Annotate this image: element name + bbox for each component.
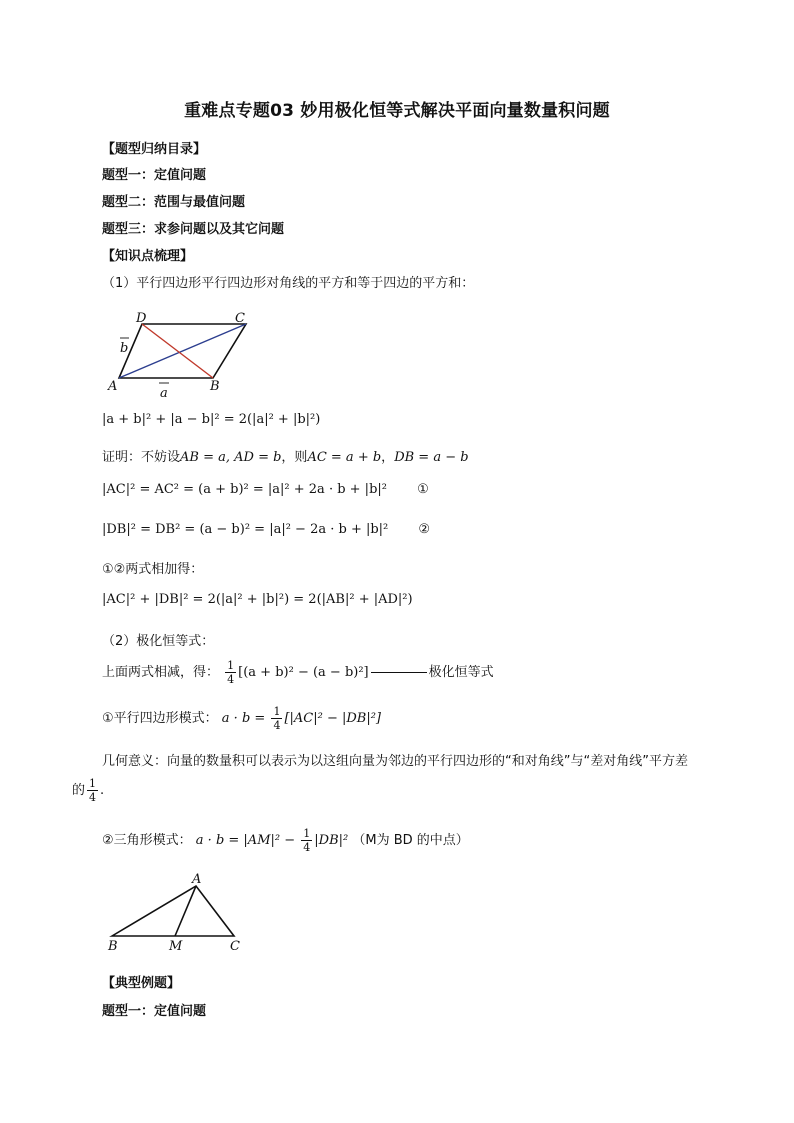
equation-1 [102,482,429,497]
label-d: D [136,311,147,326]
sum-equation: |AC|² + |DB|² = 2(|a|² + |b|²) = 2(|AB|² + |AD|²) [102,592,413,607]
mode-1-rhs: [|AC|² − |DB|²] [284,711,381,726]
polarization-line [102,660,494,685]
parallelogram-figure [102,310,272,400]
mode-2-line [102,828,469,853]
toc-item-2: 题型二：范围与最值问题 [102,195,246,210]
label-b: B [108,939,118,954]
equation-2 [102,522,430,537]
proof-sep: ， [381,450,395,465]
mode-2-label: ②三角形模式： [102,833,192,848]
one-quarter-fraction: $\frac{1}{4}$ [227,659,235,686]
knowledge-point-1: （1）平行四边形平行四边形对角线的平方和等于四边的平方和： [102,276,475,291]
triangle-figure [102,870,262,960]
label-b: B [210,379,220,394]
label-a: A [192,872,202,887]
median-am [175,886,196,936]
knowledge-heading: 【知识点梳理】 [102,249,194,264]
label-c: C [235,311,245,326]
proof-assign: AB = a, AD = b [180,450,282,465]
proof-then: ，则 [281,450,308,465]
polar-label: 极化恒等式 [428,665,494,680]
examples-type-1: 题型一：定值问题 [102,1004,207,1019]
proof-ac: AC = a + b [307,450,382,465]
knowledge-point-2: （2）极化恒等式： [102,634,215,649]
polar-expression: [(a + b)² − (a − b)²] [238,665,369,680]
mode-2-fraction: $\frac{1}{4}$ [303,827,311,854]
proof-prefix: 证明：不妨设 [102,450,181,465]
geo-meaning-line-1: 几何意义：向量的数量积可以表示为以这组向量为邻边的平行四边形的“和对角线”与“差对角线”平方差 [102,754,688,769]
toc-heading: 【题型归纳目录】 [102,142,207,157]
subtract-text: 上面两式相减，得： [102,665,220,680]
mode-1-fraction: $\frac{1}{4}$ [273,705,281,732]
proof-line [102,446,469,465]
mode-1-label: ①平行四边形模式： [102,711,218,726]
mode-2-note: （M为 BD 的中点） [352,833,469,848]
toc-item-3: 题型三：求参问题以及其它问题 [102,222,285,237]
equation-1-mark: ① [417,482,429,497]
label-a: A [108,379,118,394]
geo-line-2-prefix: 的 [72,783,86,798]
mode-1-lhs: a · b = [221,711,266,726]
label-c: C [230,939,240,954]
equation-2-mark: ② [418,522,431,537]
proof-db: DB = a − b [394,450,469,465]
toc-item-1: 题型一：定值问题 [102,168,207,183]
equation-1-text: |AC|² = AC² = (a + b)² = |a|² + 2a · b + |b|² [102,482,387,497]
vector-a-label: a [160,386,168,400]
equation-2-text: |DB|² = DB² = (a − b)² = |a|² − 2a · b + |b|² [102,522,389,537]
add-text: ①②两式相加得： [102,562,204,577]
dash-line [371,672,427,673]
examples-heading: 【典型例题】 [102,976,181,991]
vector-b-label: b [120,341,129,356]
geo-line-2-suffix: . [100,783,105,798]
mode-2-expr-a: a · b = |AM|² − [195,833,296,848]
label-m: M [169,939,183,954]
diagonal-bd [142,324,213,378]
page-title: 重难点专题03 妙用极化恒等式解决平面向量数量积问题 [184,101,610,121]
geo-fraction: $\frac{1}{4}$ [89,777,97,804]
mode-1-line [102,706,381,731]
geo-meaning-line-2 [72,778,104,803]
identity-formula: |a + b|² + |a − b|² = 2(|a|² + |b|²) [102,412,321,427]
mode-2-expr-b: |DB|² [314,833,349,848]
